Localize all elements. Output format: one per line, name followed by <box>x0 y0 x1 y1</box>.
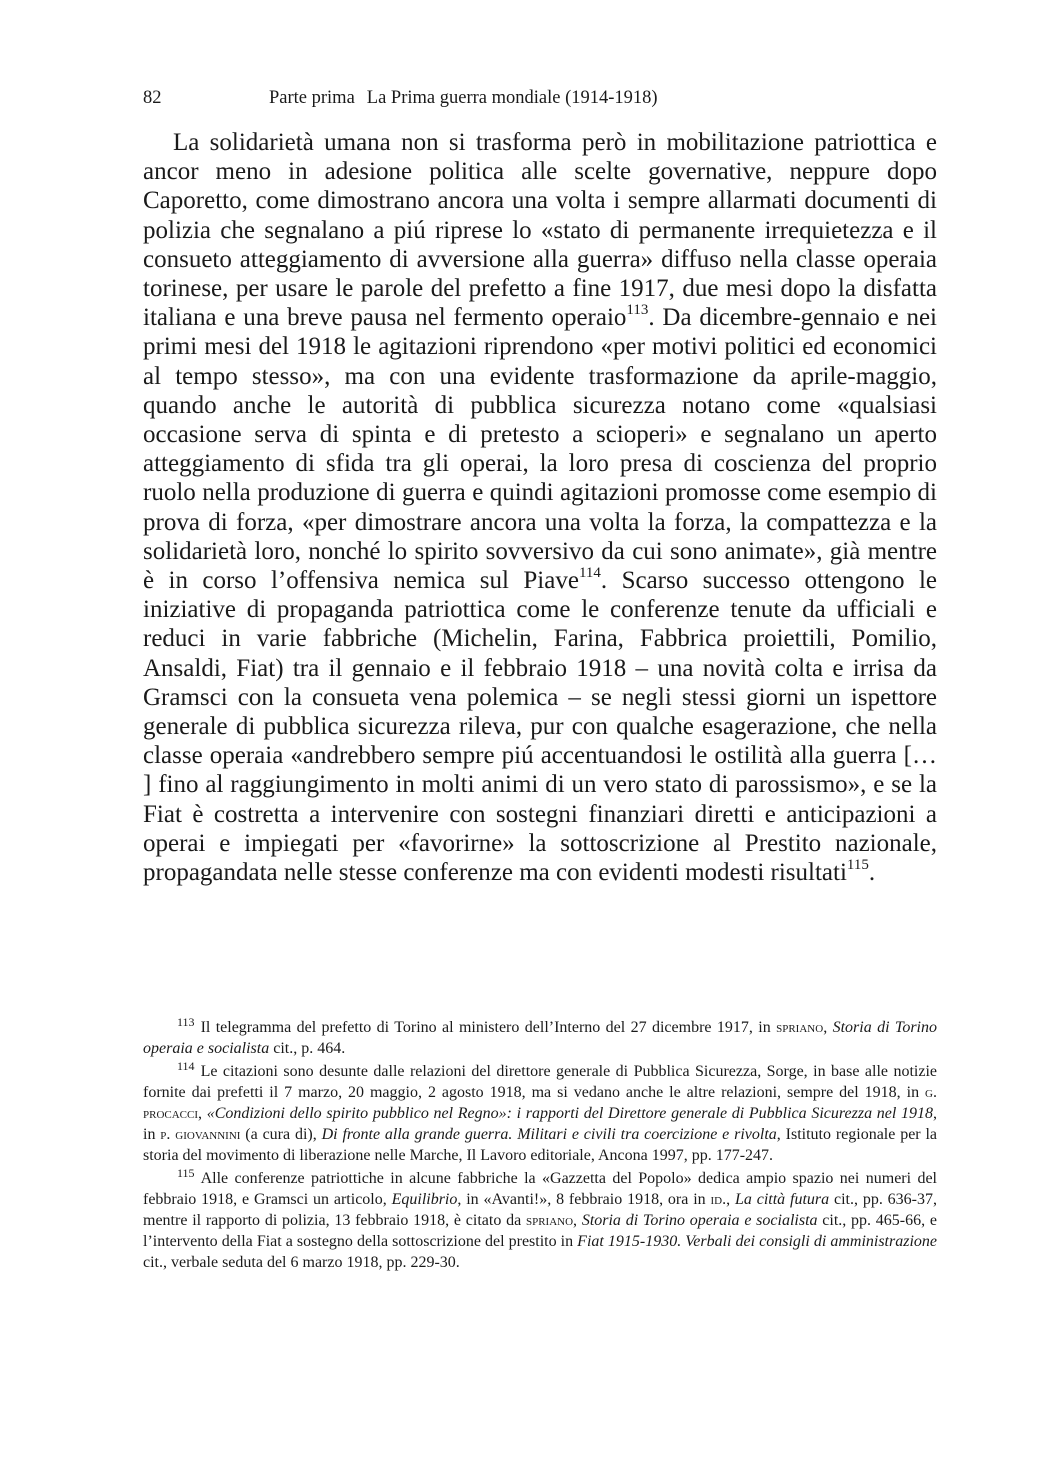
footnote-text: cit., verbale seduta del 6 marzo 1918, pp. 229-30. <box>143 1254 460 1271</box>
footnote-115 <box>143 1168 937 1273</box>
text-run: La solidarietà umana non si trasforma però in mobilitazione patriottica e ancor meno in adesione politica alle scelte governative, neppure dopo Caporetto, come dimostrano ancora una volta i sempre allarmati documenti di polizia che segnalano a piú riprese lo «stato di permanente irrequietezza e il consueto atteggiamento di avversione alla guerra» diffuso nella classe operaia torinese, per usare le parole del prefetto a fine 1917, due mesi dopo la disfatta italiana e una breve pausa nel fermento operaio <box>143 129 937 332</box>
running-header <box>143 86 937 110</box>
book-title: Storia di Torino operaia e socialista <box>581 1212 818 1229</box>
footnote-ref-113: 113 <box>626 301 649 318</box>
author-name: id <box>710 1191 723 1208</box>
book-title: Fiat 1915-1930. Verbali dei consigli di amministrazione <box>577 1233 938 1250</box>
book-title: Storia di Torino operaia e socialista <box>143 1019 938 1057</box>
footnote-text: cit., p. 464. <box>269 1040 346 1057</box>
part-title: Parte prima <box>269 88 355 108</box>
book-title: La città futura <box>734 1191 830 1208</box>
chapter-title: La Prima guerra mondiale (1914-1918) <box>366 88 658 108</box>
footnotes <box>143 1017 937 1275</box>
text-run: . <box>868 859 876 887</box>
author-name: p. giovannini <box>160 1126 241 1143</box>
footnote-ref-115: 115 <box>846 856 869 873</box>
author-name: spriano <box>776 1019 824 1036</box>
author-name: g. procacci <box>143 1084 937 1122</box>
footnote-text: , in «Avanti!», 8 febbraio 1918, ora in <box>457 1191 711 1208</box>
paragraph <box>143 128 937 887</box>
footnote-113 <box>143 1017 937 1059</box>
footnote-text: , <box>198 1105 207 1122</box>
text-run: . Da dicembre-gennaio e nei primi mesi del 1918 le agitazioni riprendono «per motivi politici ed economici al tempo stesso», ma con una evidente trasformazione da aprile-maggio, quando anche le autorità di pubblica sicurezza notano come «qualsiasi occasione serva di spinta e di pretesto a scioperi» e segnalano un aperto atteggiamento di sfida tra gli operai, la loro presa di coscienza del proprio ruolo nella produzione di guerra e quindi agitazioni promosse come esempio di prova di forza, «per dimostrare ancora una volta la forza, la compattezza e la solidarietà loro, nonché lo spirito sovversivo da cui sono animate», già mentre è in corso l’offensiva nemica sul Piave <box>143 304 937 595</box>
text-run: . Scarso successo ottengono le iniziative di propaganda patriottica come le conferenze tenute da ufficiali e reduci in varie fabbriche (Michelin, Farina, Fabbrica proiettili, Pomilio, Ansaldi, Fiat) tra il gennaio e il febbraio 1918 – una novità colta e irrisa da Gramsci con la consueta vena polemica – se negli stessi giorni un ispettore generale di pubblica sicurezza rileva, pur con qualche esagerazione, che nella classe operaia «andrebbero sempre piú accentuandosi le ostilità alla guerra [… ] fino al raggiungimento in molti animi di un vero stato di parossismo», e se la Fiat è costretta a intervenire con sostegni finanziari diretti e anticipazioni a operai e impiegati per «favorirne» la sottoscrizione al Prestito nazionale, propagandata nelle stesse conferenze ma con evidenti modesti risultati <box>143 567 937 887</box>
book-title: Di fronte alla grande guerra. Militari e civili tra coercizione e rivolta <box>321 1126 777 1143</box>
footnote-text: , Istituto regionale per la storia del movimento di liberazione nelle Marche, Il Lavoro editoriale, Ancona 1997, pp. 177-247. <box>143 1126 938 1164</box>
footnote-text: (a cura di), <box>240 1126 322 1143</box>
author-name: spriano <box>525 1212 574 1229</box>
footnote-number: 113 <box>177 1015 195 1029</box>
footnote-number: 115 <box>177 1166 195 1180</box>
footnote-text: ., <box>722 1191 735 1208</box>
footnote-ref-114: 114 <box>578 564 601 581</box>
footnote-text: Alle conferenze patriottiche in alcune fabbriche la «Gazzetta del Popolo» dedica ampio spazio nei numeri del febbraio 1918, e Gramsci un articolo, <box>143 1170 937 1208</box>
footnote-114 <box>143 1061 937 1166</box>
running-head <box>269 86 658 110</box>
footnote-text: Le citazioni sono desunte dalle relazioni del direttore generale di Pubblica Sicurezza, Sorge, in base alle notizie fornite dai prefetti il 7 marzo, 20 maggio, 2 agosto 1918, ma si vedano anche le altre relazioni, sempre del 1918, in <box>143 1063 937 1101</box>
footnote-text: , in <box>143 1105 938 1143</box>
article-title: «Condizioni dello spirito pubblico nel Regno»: i rapporti del Direttore generale di Pubblica Sicurezza nel 1918 <box>206 1105 934 1122</box>
footnote-text: , <box>823 1019 833 1036</box>
footnote-text: , <box>573 1212 582 1229</box>
footnote-text: Il telegramma del prefetto di Torino al ministero dell’Interno del 27 dicembre 1917, in <box>200 1019 777 1036</box>
footnote-text: cit., pp. 636-37, mentre il rapporto di polizia, 13 febbraio 1918, è citato da <box>143 1191 937 1229</box>
footnote-text: cit., pp. 465-66, e l’intervento della Fiat a sostegno della sottoscrizione del prestito in <box>143 1212 937 1250</box>
page-number: 82 <box>143 88 162 108</box>
article-title: Equilibrio <box>391 1191 458 1208</box>
footnote-number: 114 <box>177 1059 195 1073</box>
main-text <box>143 128 937 887</box>
